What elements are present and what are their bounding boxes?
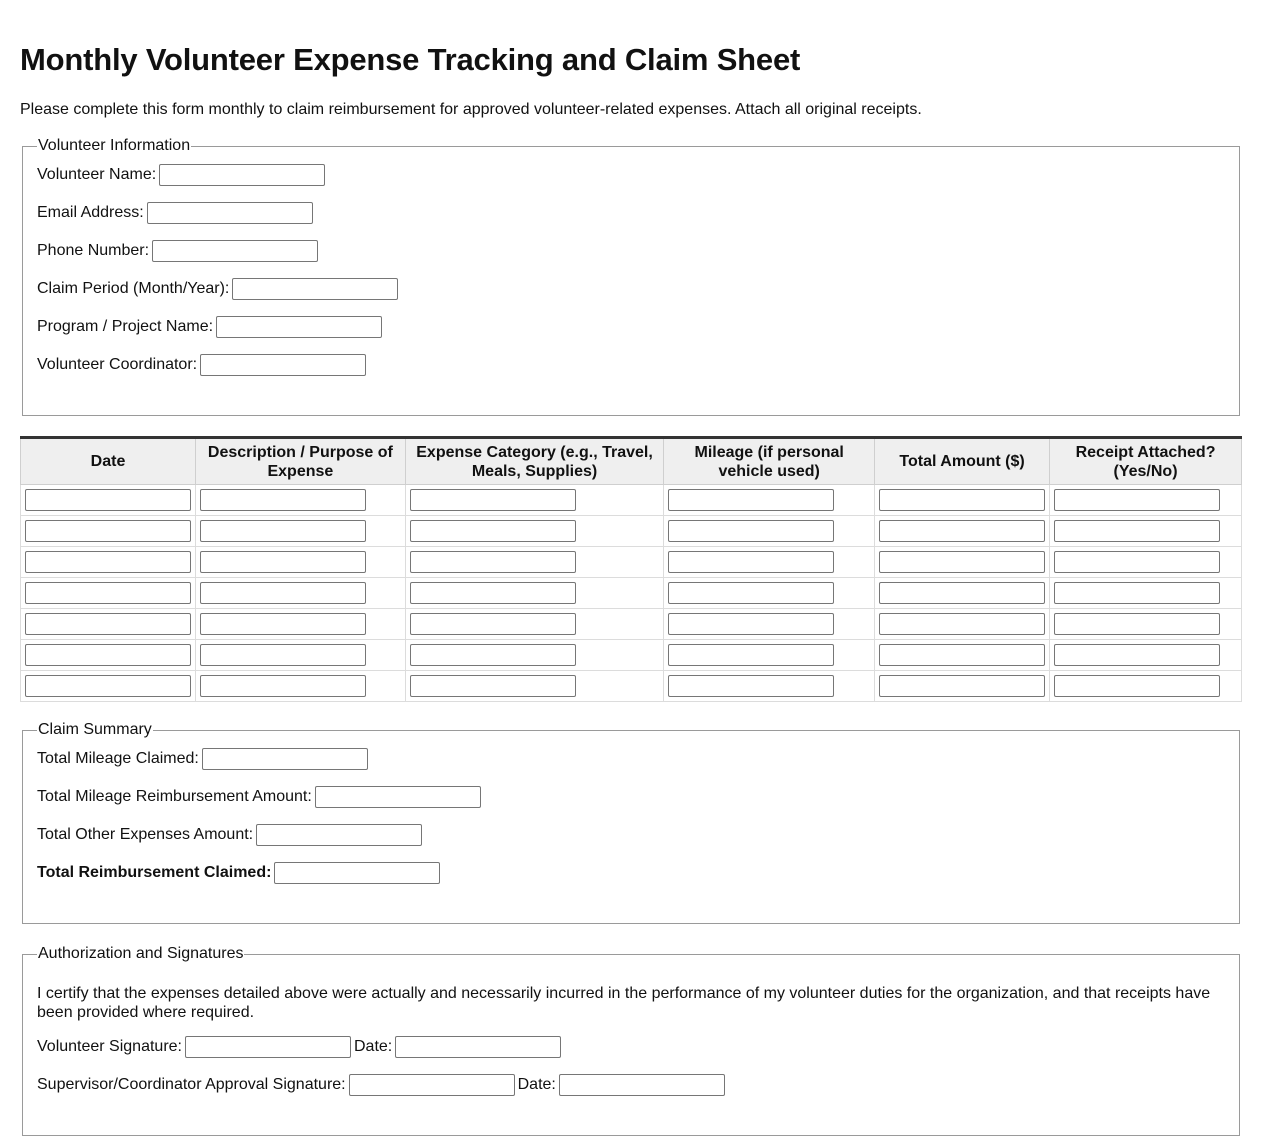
program-name-label: Program / Project Name:	[37, 318, 214, 335]
table-cell-mileage	[664, 671, 875, 702]
total-mileage-label: Total Mileage Claimed:	[37, 750, 199, 767]
other-expenses-row	[37, 824, 1225, 846]
table-cell-category	[405, 640, 664, 671]
category-input[interactable]	[410, 520, 576, 542]
description-input[interactable]	[200, 551, 366, 573]
category-input[interactable]	[410, 644, 576, 666]
email-address-input[interactable]	[147, 202, 313, 224]
table-row	[21, 671, 1242, 702]
total-mileage-input[interactable]	[202, 748, 368, 770]
receipt-attached-input[interactable]	[1054, 489, 1220, 511]
section-legend: Claim Summary	[38, 721, 152, 738]
program-name-input[interactable]	[216, 316, 382, 338]
form-instructions: Please complete this form monthly to claim reimbursement for approved volunteer-related expenses. Attach all original receipts.	[20, 101, 922, 118]
total-amount-input[interactable]	[879, 520, 1045, 542]
volunteer-signature-label: Volunteer Signature:	[37, 1038, 182, 1055]
program-name-row	[37, 316, 1225, 338]
table-row	[21, 640, 1242, 671]
date-input[interactable]	[25, 582, 191, 604]
certification-statement: I certify that the expenses detailed above were actually and necessarily incurred in the performance of my volunteer duties for the organization, and that receipts have been provided where required.	[37, 985, 1211, 1021]
claim-period-label: Claim Period (Month/Year):	[37, 280, 230, 297]
authorization-section	[22, 944, 1240, 1136]
mileage-input[interactable]	[668, 489, 834, 511]
supervisor-date-input[interactable]	[559, 1074, 725, 1096]
phone-number-label: Phone Number:	[37, 242, 150, 259]
table-cell-category	[405, 609, 664, 640]
table-cell-description	[196, 578, 406, 609]
date-input[interactable]	[25, 551, 191, 573]
table-cell-total-amount	[875, 547, 1050, 578]
receipt-attached-input[interactable]	[1054, 644, 1220, 666]
expense-table	[20, 436, 1242, 702]
table-cell-total-amount	[875, 578, 1050, 609]
mileage-input[interactable]	[668, 613, 834, 635]
date-input[interactable]	[25, 675, 191, 697]
table-cell-mileage	[664, 485, 875, 516]
table-cell-category	[405, 516, 664, 547]
total-amount-input[interactable]	[879, 644, 1045, 666]
claim-period-row	[37, 278, 1225, 300]
table-cell-date	[21, 671, 196, 702]
table-cell-date	[21, 485, 196, 516]
description-input[interactable]	[200, 613, 366, 635]
column-header-category: Expense Category (e.g., Travel, Meals, Supplies)	[405, 438, 664, 485]
table-cell-total-amount	[875, 485, 1050, 516]
date-input[interactable]	[25, 613, 191, 635]
category-input[interactable]	[410, 582, 576, 604]
mileage-reimbursement-label: Total Mileage Reimbursement Amount:	[37, 788, 312, 805]
table-cell-date	[21, 578, 196, 609]
total-amount-input[interactable]	[879, 489, 1045, 511]
table-cell-date	[21, 640, 196, 671]
table-cell-description	[196, 516, 406, 547]
table-cell-category	[405, 578, 664, 609]
table-cell-receipt-attached	[1050, 578, 1242, 609]
total-reimbursement-input[interactable]	[274, 862, 440, 884]
email-address-row	[37, 202, 1225, 224]
category-input[interactable]	[410, 675, 576, 697]
volunteer-coordinator-row	[37, 354, 1225, 376]
receipt-attached-input[interactable]	[1054, 675, 1220, 697]
date-input[interactable]	[25, 520, 191, 542]
mileage-reimbursement-row	[37, 786, 1225, 808]
total-reimbursement-row	[37, 862, 1225, 884]
table-cell-category	[405, 547, 664, 578]
claim-period-input[interactable]	[232, 278, 398, 300]
table-cell-description	[196, 671, 406, 702]
table-cell-date	[21, 516, 196, 547]
table-cell-mileage	[664, 609, 875, 640]
volunteer-name-row	[37, 164, 1225, 186]
table-cell-description	[196, 640, 406, 671]
table-cell-mileage	[664, 578, 875, 609]
table-cell-description	[196, 485, 406, 516]
table-cell-total-amount	[875, 640, 1050, 671]
table-cell-receipt-attached	[1050, 671, 1242, 702]
mileage-input[interactable]	[668, 582, 834, 604]
mileage-reimbursement-input[interactable]	[315, 786, 481, 808]
supervisor-signature-input[interactable]	[349, 1074, 515, 1096]
receipt-attached-input[interactable]	[1054, 613, 1220, 635]
total-mileage-row	[37, 748, 1225, 770]
phone-number-row	[37, 240, 1225, 262]
volunteer-coordinator-label: Volunteer Coordinator:	[37, 356, 198, 373]
table-cell-category	[405, 671, 664, 702]
other-expenses-input[interactable]	[256, 824, 422, 846]
table-cell-receipt-attached	[1050, 485, 1242, 516]
receipt-attached-input[interactable]	[1054, 582, 1220, 604]
mileage-input[interactable]	[668, 644, 834, 666]
table-cell-description	[196, 609, 406, 640]
expense-table-header	[21, 438, 1242, 485]
volunteer-name-label: Volunteer Name:	[37, 166, 157, 183]
description-input[interactable]	[200, 675, 366, 697]
expense-table-body	[21, 485, 1242, 702]
volunteer-signature-row	[37, 1036, 1225, 1058]
column-header-description: Description / Purpose of Expense	[196, 438, 406, 485]
volunteer-coordinator-input[interactable]	[200, 354, 366, 376]
receipt-attached-input[interactable]	[1054, 551, 1220, 573]
total-amount-input[interactable]	[879, 551, 1045, 573]
table-cell-description	[196, 547, 406, 578]
volunteer-information-section	[22, 136, 1240, 416]
volunteer-date-input[interactable]	[395, 1036, 561, 1058]
phone-number-input[interactable]	[152, 240, 318, 262]
total-reimbursement-label: Total Reimbursement Claimed:	[37, 864, 272, 881]
mileage-input[interactable]	[668, 520, 834, 542]
table-cell-mileage	[664, 547, 875, 578]
volunteer-date-label: Date:	[354, 1038, 393, 1055]
table-cell-receipt-attached	[1050, 640, 1242, 671]
supervisor-date-label: Date:	[517, 1076, 556, 1093]
supervisor-signature-row	[37, 1074, 1225, 1096]
description-input[interactable]	[200, 520, 366, 542]
claim-summary-section	[22, 720, 1240, 924]
date-input[interactable]	[25, 644, 191, 666]
other-expenses-label: Total Other Expenses Amount:	[37, 826, 254, 843]
column-header-mileage: Mileage (if personal vehicle used)	[664, 438, 875, 485]
table-row	[21, 516, 1242, 547]
total-amount-input[interactable]	[879, 613, 1045, 635]
table-row	[21, 547, 1242, 578]
date-input[interactable]	[25, 489, 191, 511]
table-cell-total-amount	[875, 671, 1050, 702]
table-cell-category	[405, 485, 664, 516]
page-title: Monthly Volunteer Expense Tracking and Claim Sheet	[20, 42, 801, 77]
section-legend: Volunteer Information	[38, 137, 191, 154]
column-header-date: Date	[21, 438, 196, 485]
table-cell-total-amount	[875, 609, 1050, 640]
email-address-label: Email Address:	[37, 204, 144, 221]
description-input[interactable]	[200, 644, 366, 666]
column-header-total-amount: Total Amount ($)	[875, 438, 1050, 485]
table-cell-receipt-attached	[1050, 516, 1242, 547]
mileage-input[interactable]	[668, 675, 834, 697]
section-legend: Authorization and Signatures	[38, 945, 244, 962]
table-cell-date	[21, 609, 196, 640]
category-input[interactable]	[410, 551, 576, 573]
description-input[interactable]	[200, 582, 366, 604]
table-cell-receipt-attached	[1050, 547, 1242, 578]
total-amount-input[interactable]	[879, 582, 1045, 604]
column-header-receipt-attached: Receipt Attached? (Yes/No)	[1050, 438, 1242, 485]
category-input[interactable]	[410, 613, 576, 635]
table-cell-mileage	[664, 516, 875, 547]
table-cell-date	[21, 547, 196, 578]
volunteer-signature-input[interactable]	[185, 1036, 351, 1058]
table-cell-mileage	[664, 640, 875, 671]
supervisor-signature-label: Supervisor/Coordinator Approval Signature:	[37, 1076, 346, 1093]
table-row	[21, 485, 1242, 516]
total-amount-input[interactable]	[879, 675, 1045, 697]
description-input[interactable]	[200, 489, 366, 511]
table-cell-total-amount	[875, 516, 1050, 547]
volunteer-name-input[interactable]	[159, 164, 325, 186]
table-row	[21, 578, 1242, 609]
table-row	[21, 609, 1242, 640]
table-cell-receipt-attached	[1050, 609, 1242, 640]
receipt-attached-input[interactable]	[1054, 520, 1220, 542]
mileage-input[interactable]	[668, 551, 834, 573]
category-input[interactable]	[410, 489, 576, 511]
